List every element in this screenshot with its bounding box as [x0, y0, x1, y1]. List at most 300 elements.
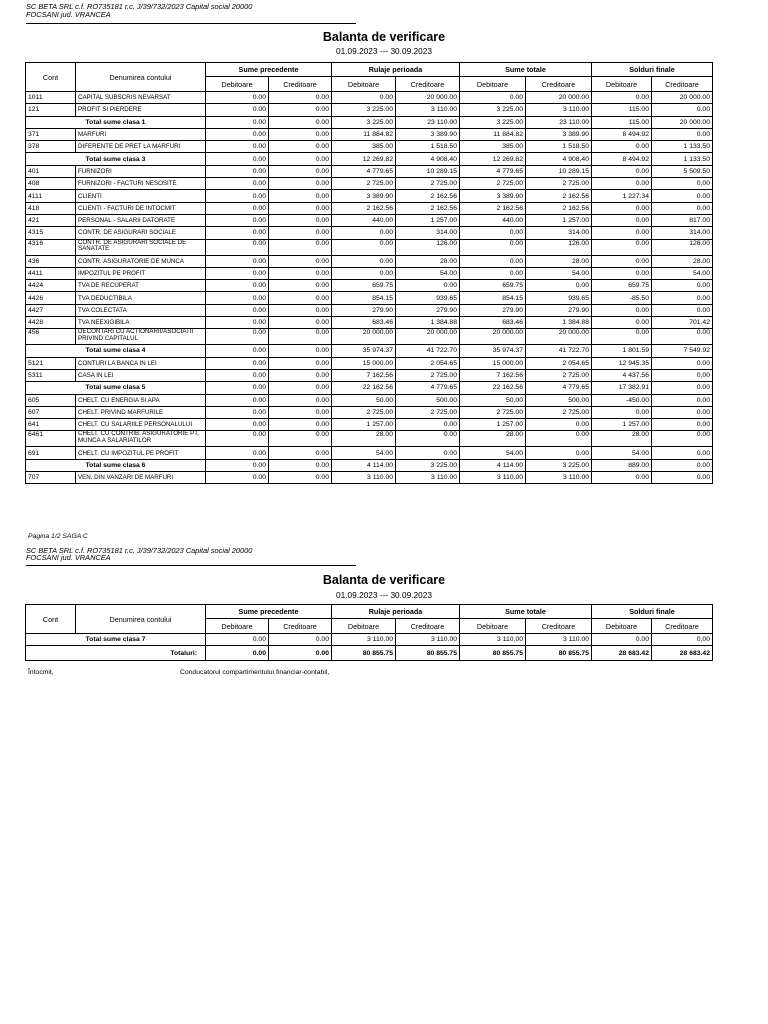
amount-cell: 0.00	[206, 369, 269, 381]
amount-cell: 0.00	[652, 447, 713, 459]
amount-cell: 939.65	[526, 292, 592, 304]
amount-cell: 0.00	[206, 472, 269, 484]
account-code: 4411	[26, 267, 76, 279]
amount-cell: 28.00	[460, 431, 526, 447]
amount-cell: 0.00	[206, 267, 269, 279]
amount-cell: 0.00	[206, 431, 269, 447]
amount-cell: 3 110.00	[460, 634, 526, 646]
amount-cell: 1 133.50	[652, 153, 713, 165]
amount-cell: 0.00	[652, 369, 713, 381]
col-cont: Cont	[26, 605, 76, 634]
amount-cell: 4 779.65	[460, 165, 526, 177]
table-row	[26, 190, 713, 202]
amount-cell: 0.00	[269, 141, 332, 153]
signature-financial-head: Conducatorul compartimentului financiar-contabil,	[180, 669, 330, 676]
table-row	[26, 329, 713, 345]
account-name: DIFERENTE DE PRET LA MARFURI	[76, 141, 206, 153]
account-code: 4315	[26, 227, 76, 239]
amount-cell: 0.00	[269, 165, 332, 177]
table-row	[26, 202, 713, 214]
table-row	[26, 141, 713, 153]
amount-cell: 0.00	[396, 431, 460, 447]
amount-cell: 0.00	[652, 304, 713, 316]
amount-cell: 1 257.00	[332, 419, 396, 431]
amount-cell: 659.75	[332, 280, 396, 292]
amount-cell: 4 908.40	[396, 153, 460, 165]
amount-cell: 0.00	[332, 255, 396, 267]
amount-cell: 3 110.00	[526, 104, 592, 116]
amount-cell: 28.00	[332, 431, 396, 447]
grand-total-amount: 28 683.42	[652, 646, 713, 661]
amount-cell: 0.00	[592, 634, 652, 646]
amount-cell: 3 389.90	[526, 128, 592, 140]
col-group-rulaje: Rulaje perioada	[332, 63, 460, 77]
amount-cell: 314.00	[396, 227, 460, 239]
amount-cell: 1 518.50	[526, 141, 592, 153]
col-denumire: Denumirea contului	[76, 63, 206, 92]
col-creditoare: Creditoare	[526, 77, 592, 92]
amount-cell: 0.00	[206, 329, 269, 345]
col-group-sume-precedente: Sume precedente	[206, 63, 332, 77]
amount-cell: 54.00	[460, 447, 526, 459]
amount-cell: 2 054.65	[396, 357, 460, 369]
amount-cell: 35 974.37	[460, 345, 526, 357]
amount-cell: 54.00	[396, 267, 460, 279]
balance-table-page2	[25, 604, 713, 661]
table-row	[26, 357, 713, 369]
amount-cell: 0.00	[460, 227, 526, 239]
table-row	[26, 431, 713, 447]
amount-cell: 440.00	[332, 214, 396, 226]
col-creditoare: Creditoare	[269, 619, 332, 634]
col-group-solduri: Solduri finale	[592, 605, 713, 619]
amount-cell: 2 725.00	[460, 178, 526, 190]
amount-cell: 0.00	[526, 447, 592, 459]
amount-cell: 2 725.00	[396, 369, 460, 381]
amount-cell: 115.00	[592, 104, 652, 116]
amount-cell: 279.90	[396, 304, 460, 316]
amount-cell: 0.00	[206, 214, 269, 226]
amount-cell: 0.00	[206, 255, 269, 267]
amount-cell: 3 389.90	[332, 190, 396, 202]
col-creditoare: Creditoare	[269, 77, 332, 92]
amount-cell: 0.00	[269, 304, 332, 316]
amount-cell: 2 162.56	[332, 202, 396, 214]
amount-cell: 3 225.00	[396, 459, 460, 471]
amount-cell: 0.00	[652, 104, 713, 116]
amount-cell: 0.00	[206, 178, 269, 190]
class-total-label: Total sume clasa 7	[26, 634, 206, 646]
amount-cell: 0.00	[652, 634, 713, 646]
amount-cell: 279.90	[526, 304, 592, 316]
amount-cell: 0.00	[460, 239, 526, 255]
col-cont: Cont	[26, 63, 76, 92]
amount-cell: 3 110.00	[526, 472, 592, 484]
class-total-row	[26, 116, 713, 128]
header-divider	[26, 565, 356, 566]
amount-cell: 2 725.00	[526, 178, 592, 190]
amount-cell: 0.00	[652, 292, 713, 304]
account-code: 691	[26, 447, 76, 459]
col-denumire: Denumirea contului	[76, 605, 206, 634]
col-group-rulaje: Rulaje perioada	[332, 605, 460, 619]
amount-cell: 279.90	[332, 304, 396, 316]
account-code: 4428	[26, 317, 76, 329]
account-name: FURNIZORI - FACTURI NESOSITE	[76, 178, 206, 190]
amount-cell: 7 162.56	[332, 369, 396, 381]
amount-cell: 0.00	[206, 419, 269, 431]
table-row	[26, 165, 713, 177]
amount-cell: 0.00	[332, 227, 396, 239]
account-code: 418	[26, 202, 76, 214]
amount-cell: 50.00	[332, 394, 396, 406]
amount-cell: 0.00	[206, 104, 269, 116]
amount-cell: 115.00	[592, 116, 652, 128]
amount-cell: 0.00	[396, 280, 460, 292]
amount-cell: 0.00	[269, 459, 332, 471]
amount-cell: 0.00	[269, 92, 332, 104]
account-name: CASA IN LEI	[76, 369, 206, 381]
account-name: TVA COLECTATA	[76, 304, 206, 316]
amount-cell: 0.00	[592, 317, 652, 329]
account-name: CLIENTI - FACTURI DE INTOCMIT	[76, 202, 206, 214]
amount-cell: -450.00	[592, 394, 652, 406]
amount-cell: 23 110.00	[396, 116, 460, 128]
amount-cell: 2 162.56	[460, 202, 526, 214]
company-line: SC BETA SRL c.f. RO735181 r.c. J/39/732/2023 Capital social 20000	[26, 2, 253, 11]
amount-cell: 10 289.15	[526, 165, 592, 177]
amount-cell: 2 725.00	[332, 178, 396, 190]
amount-cell: 0.00	[206, 116, 269, 128]
amount-cell: 0.00	[269, 345, 332, 357]
account-code: 641	[26, 419, 76, 431]
amount-cell: 0.00	[269, 382, 332, 394]
account-code: 4427	[26, 304, 76, 316]
table-row	[26, 472, 713, 484]
col-group-sume-precedente: Sume precedente	[206, 605, 332, 619]
amount-cell: 0.00	[269, 202, 332, 214]
col-debitoare: Debitoare	[592, 619, 652, 634]
amount-cell: 0.00	[269, 255, 332, 267]
amount-cell: 889.00	[592, 459, 652, 471]
amount-cell: 1 518.50	[396, 141, 460, 153]
col-creditoare: Creditoare	[396, 77, 460, 92]
amount-cell: 1 257.00	[526, 214, 592, 226]
amount-cell: 3 389.90	[396, 128, 460, 140]
amount-cell: 0.00	[592, 165, 652, 177]
report-title: Balanta de verificare	[322, 30, 446, 44]
balance-table-page1	[25, 62, 713, 484]
amount-cell: 2 725.00	[460, 406, 526, 418]
location-line: FOCSANI jud. VRANCEA	[26, 10, 111, 19]
report-title: Balanta de verificare	[322, 573, 446, 587]
amount-cell: 41 722.70	[526, 345, 592, 357]
account-code: 605	[26, 394, 76, 406]
table-row	[26, 214, 713, 226]
account-code: 607	[26, 406, 76, 418]
amount-cell: 500.00	[396, 394, 460, 406]
amount-cell: 0.00	[592, 267, 652, 279]
account-name: TVA DEDUCTIBILA	[76, 292, 206, 304]
amount-cell: 0.00	[269, 178, 332, 190]
col-debitoare: Debitoare	[460, 77, 526, 92]
amount-cell: 4 114.00	[460, 459, 526, 471]
amount-cell: 279.90	[460, 304, 526, 316]
account-code: 456	[26, 329, 76, 345]
amount-cell: 22 162.56	[332, 382, 396, 394]
class-total-label: Total sume clasa 6	[26, 459, 206, 471]
amount-cell: 4 779.65	[526, 382, 592, 394]
table-row	[26, 304, 713, 316]
amount-cell: 20 000.00	[396, 92, 460, 104]
account-name: CHELT. CU SALARIILE PERSONALULUI	[76, 419, 206, 431]
col-debitoare: Debitoare	[460, 619, 526, 634]
amount-cell: 3 110.00	[396, 472, 460, 484]
account-code: 4426	[26, 292, 76, 304]
company-line: SC BETA SRL c.f. RO735181 r.c. J/39/732/2023 Capital social 20000	[26, 546, 253, 555]
col-debitoare: Debitoare	[332, 77, 396, 92]
col-group-solduri: Solduri finale	[592, 63, 713, 77]
amount-cell: 0.00	[460, 267, 526, 279]
amount-cell: 12 269.82	[460, 153, 526, 165]
amount-cell: 0.00	[206, 239, 269, 255]
amount-cell: 0.00	[269, 406, 332, 418]
amount-cell: 0.00	[206, 165, 269, 177]
amount-cell: 854.15	[460, 292, 526, 304]
amount-cell: 0.00	[269, 239, 332, 255]
amount-cell: 0.00	[332, 92, 396, 104]
class-total-row	[26, 382, 713, 394]
account-name: CHELT. CU ENERGIA SI APA	[76, 394, 206, 406]
amount-cell: 0.00	[206, 304, 269, 316]
amount-cell: 0.00	[206, 141, 269, 153]
class-total-row	[26, 459, 713, 471]
grand-total-row	[26, 646, 713, 661]
class-total-label: Total sume clasa 4	[26, 345, 206, 357]
amount-cell: 7 162.56	[460, 369, 526, 381]
amount-cell: 54.00	[332, 447, 396, 459]
col-debitoare: Debitoare	[332, 619, 396, 634]
report-period: 01.09.2023 --- 30.09.2023	[336, 590, 432, 600]
amount-cell: 41 722.70	[396, 345, 460, 357]
amount-cell: 3 225.00	[460, 104, 526, 116]
amount-cell: 1 257.00	[460, 419, 526, 431]
amount-cell: 0.00	[206, 394, 269, 406]
account-name: CONTURI LA BANCA IN LEI	[76, 357, 206, 369]
amount-cell: 701.42	[652, 317, 713, 329]
amount-cell: 28.00	[396, 255, 460, 267]
account-code: 4111	[26, 190, 76, 202]
amount-cell: 28.00	[652, 255, 713, 267]
amount-cell: 440.00	[460, 214, 526, 226]
class-total-label: Total sume clasa 1	[26, 116, 206, 128]
table-row	[26, 239, 713, 255]
amount-cell: 0.00	[269, 227, 332, 239]
amount-cell: 0.00	[269, 394, 332, 406]
amount-cell: 0.00	[652, 178, 713, 190]
amount-cell: 0.00	[206, 202, 269, 214]
amount-cell: 4 114.00	[332, 459, 396, 471]
amount-cell: 35 974.37	[332, 345, 396, 357]
amount-cell: 20 000.00	[460, 329, 526, 345]
amount-cell: 28.00	[526, 255, 592, 267]
amount-cell: 2 162.56	[396, 190, 460, 202]
table-row	[26, 369, 713, 381]
table-row	[26, 394, 713, 406]
amount-cell: 0.00	[652, 394, 713, 406]
amount-cell: 20 000.00	[652, 116, 713, 128]
amount-cell: 3 225.00	[460, 116, 526, 128]
amount-cell: 0.00	[206, 634, 269, 646]
amount-cell: 0.00	[269, 280, 332, 292]
amount-cell: 12 269.82	[332, 153, 396, 165]
amount-cell: 0.00	[269, 357, 332, 369]
amount-cell: 659.75	[592, 280, 652, 292]
amount-cell: 0.00	[652, 459, 713, 471]
amount-cell: 0.00	[206, 459, 269, 471]
account-code: 4316	[26, 239, 76, 255]
col-group-sume-totale: Sume totale	[460, 63, 592, 77]
account-code: 6461	[26, 431, 76, 447]
amount-cell: 28.00	[592, 431, 652, 447]
amount-cell: 20 000.00	[396, 329, 460, 345]
table-row	[26, 128, 713, 140]
amount-cell: 500.00	[526, 394, 592, 406]
account-name: PERSONAL - SALARII DATORATE	[76, 214, 206, 226]
amount-cell: 0.00	[592, 92, 652, 104]
amount-cell: 4 908.40	[526, 153, 592, 165]
table-row	[26, 406, 713, 418]
table-row	[26, 255, 713, 267]
account-name: CHELT. CU IMPOZITUL PE PROFIT	[76, 447, 206, 459]
grand-total-amount: 28 683.42	[592, 646, 652, 661]
amount-cell: 0.00	[206, 227, 269, 239]
account-name: VEN. DIN VANZARI DE MARFURI	[76, 472, 206, 484]
table-row	[26, 419, 713, 431]
table-row	[26, 280, 713, 292]
amount-cell: 0.00	[592, 202, 652, 214]
amount-cell: 2 162.56	[526, 202, 592, 214]
amount-cell: 3 110.00	[460, 472, 526, 484]
amount-cell: 54.00	[592, 447, 652, 459]
amount-cell: 0.00	[269, 128, 332, 140]
amount-cell: 126.00	[652, 239, 713, 255]
grand-total-amount: 0.00	[206, 646, 269, 661]
table-row	[26, 447, 713, 459]
signature-prepared-by: Întocmit,	[28, 669, 54, 676]
amount-cell: 2 054.65	[526, 357, 592, 369]
table-row	[26, 267, 713, 279]
amount-cell: 12 945.35	[592, 357, 652, 369]
col-creditoare: Creditoare	[652, 77, 713, 92]
amount-cell: 10 289.15	[396, 165, 460, 177]
amount-cell: 0.00	[592, 329, 652, 345]
amount-cell: 0.00	[269, 190, 332, 202]
amount-cell: 0.00	[206, 382, 269, 394]
amount-cell: 3 110.00	[332, 472, 396, 484]
col-creditoare: Creditoare	[526, 619, 592, 634]
amount-cell: 0.00	[269, 472, 332, 484]
amount-cell: 0.00	[206, 128, 269, 140]
account-code: 1011	[26, 92, 76, 104]
amount-cell: 4 437.56	[592, 369, 652, 381]
amount-cell: 0.00	[592, 255, 652, 267]
account-name: CAPITAL SUBSCRIS NEVARSAT	[76, 92, 206, 104]
amount-cell: -85.50	[592, 292, 652, 304]
amount-cell: 854.15	[332, 292, 396, 304]
amount-cell: 385.00	[460, 141, 526, 153]
col-debitoare: Debitoare	[206, 77, 269, 92]
amount-cell: 0.00	[652, 128, 713, 140]
amount-cell: 54.00	[652, 267, 713, 279]
account-name: CHELT. CU CONTRIB. ASIGURATORIE PT. MUNCA A SALARIATILOR	[76, 431, 206, 447]
amount-cell: 0.00	[269, 634, 332, 646]
grand-total-amount: 80 855.75	[460, 646, 526, 661]
amount-cell: 0.00	[269, 104, 332, 116]
amount-cell: 0.00	[269, 292, 332, 304]
amount-cell: 15 000.00	[460, 357, 526, 369]
amount-cell: 15 000.00	[332, 357, 396, 369]
account-code: 401	[26, 165, 76, 177]
amount-cell: 0.00	[592, 239, 652, 255]
amount-cell: 2 725.00	[332, 406, 396, 418]
amount-cell: 683.46	[460, 317, 526, 329]
amount-cell: 0.00	[206, 447, 269, 459]
col-group-sume-totale: Sume totale	[460, 605, 592, 619]
amount-cell: 3 110.00	[526, 634, 592, 646]
amount-cell: 50.00	[460, 394, 526, 406]
account-code: 436	[26, 255, 76, 267]
amount-cell: 2 725.00	[526, 406, 592, 418]
grand-total-amount: 80 855.75	[526, 646, 592, 661]
amount-cell: 4 779.65	[332, 165, 396, 177]
table-row	[26, 292, 713, 304]
amount-cell: 3 389.90	[460, 190, 526, 202]
report-period: 01.09.2023 --- 30.09.2023	[336, 46, 432, 56]
account-code: 371	[26, 128, 76, 140]
amount-cell: 1 384.88	[526, 317, 592, 329]
account-name: DECONTARI CU ACTIONARII/ASOCIATII PRIVIND CAPITALUL	[76, 329, 206, 345]
amount-cell: 17 382.91	[592, 382, 652, 394]
amount-cell: 0.00	[206, 280, 269, 292]
class-total-label: Total sume clasa 5	[26, 382, 206, 394]
amount-cell: 385.00	[332, 141, 396, 153]
amount-cell: 2 162.56	[526, 190, 592, 202]
class-total-row	[26, 153, 713, 165]
amount-cell: 0.00	[396, 419, 460, 431]
amount-cell: 0.00	[592, 141, 652, 153]
amount-cell: 0.00	[206, 317, 269, 329]
amount-cell: 0.00	[592, 178, 652, 190]
col-debitoare: Debitoare	[592, 77, 652, 92]
account-code: 378	[26, 141, 76, 153]
amount-cell: 11 884.82	[460, 128, 526, 140]
table-row	[26, 227, 713, 239]
amount-cell: 0.00	[206, 406, 269, 418]
amount-cell: 0.00	[206, 92, 269, 104]
amount-cell: 0.00	[652, 357, 713, 369]
amount-cell: 0.00	[332, 267, 396, 279]
amount-cell: 11 884.82	[332, 128, 396, 140]
amount-cell: 0.00	[652, 431, 713, 447]
amount-cell: 0.00	[269, 329, 332, 345]
amount-cell: 0.00	[592, 472, 652, 484]
amount-cell: 0.00	[652, 329, 713, 345]
account-name: TVA NEEXIGIBILA	[76, 317, 206, 329]
amount-cell: 0.00	[526, 431, 592, 447]
amount-cell: 659.75	[460, 280, 526, 292]
account-code: 4424	[26, 280, 76, 292]
